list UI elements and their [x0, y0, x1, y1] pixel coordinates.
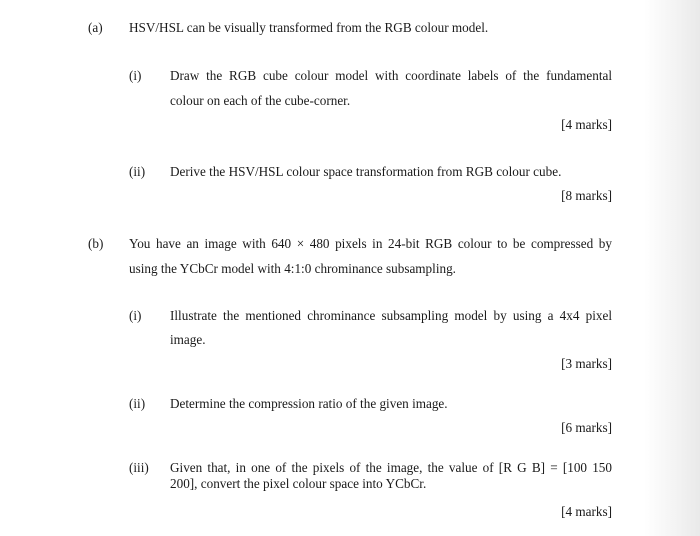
- part-a-i-line2: colour on each of the cube-corner.: [170, 93, 351, 108]
- part-b-iii-marks: [4 marks]: [561, 504, 612, 519]
- part-a-i-label: (i): [129, 68, 142, 83]
- part-b-iii-label: (iii): [129, 460, 149, 475]
- part-a-ii-marks: [8 marks]: [561, 188, 612, 203]
- part-b-ii-line1: Determine the compression ratio of the given image.: [170, 396, 448, 411]
- part-b-i-label: (i): [129, 308, 142, 323]
- part-b-i-line1: Illustrate the mentioned chrominance subsampling model by using a 4x4 pixel: [170, 308, 612, 323]
- part-b-i-line2: image.: [170, 332, 206, 347]
- part-a-stem: HSV/HSL can be visually transformed from the RGB colour model.: [129, 20, 489, 35]
- part-a-i-marks: [4 marks]: [561, 117, 612, 132]
- part-b-stem-line2: using the YCbCr model with 4:1:0 chrominance subsampling.: [129, 261, 456, 276]
- part-a-i-line1: Draw the RGB cube colour model with coordinate labels of the fundamental: [170, 68, 612, 83]
- part-b-stem-line1: You have an image with 640 × 480 pixels in 24-bit RGB colour to be compressed by: [129, 236, 612, 251]
- part-b-ii-marks: [6 marks]: [561, 420, 612, 435]
- part-b-iii-line1: Given that, in one of the pixels of the image, the value of [R G B] = [100 150: [170, 460, 612, 475]
- part-b-iii-line2: 200], convert the pixel colour space into YCbCr.: [170, 476, 427, 491]
- part-b-i-marks: [3 marks]: [561, 356, 612, 371]
- part-a-ii-label: (ii): [129, 164, 146, 179]
- part-b-ii-label: (ii): [129, 396, 146, 411]
- part-a-label: (a): [88, 20, 103, 35]
- part-b-label: (b): [88, 236, 104, 251]
- part-a-ii-line1: Derive the HSV/HSL colour space transformation from RGB colour cube.: [170, 164, 562, 179]
